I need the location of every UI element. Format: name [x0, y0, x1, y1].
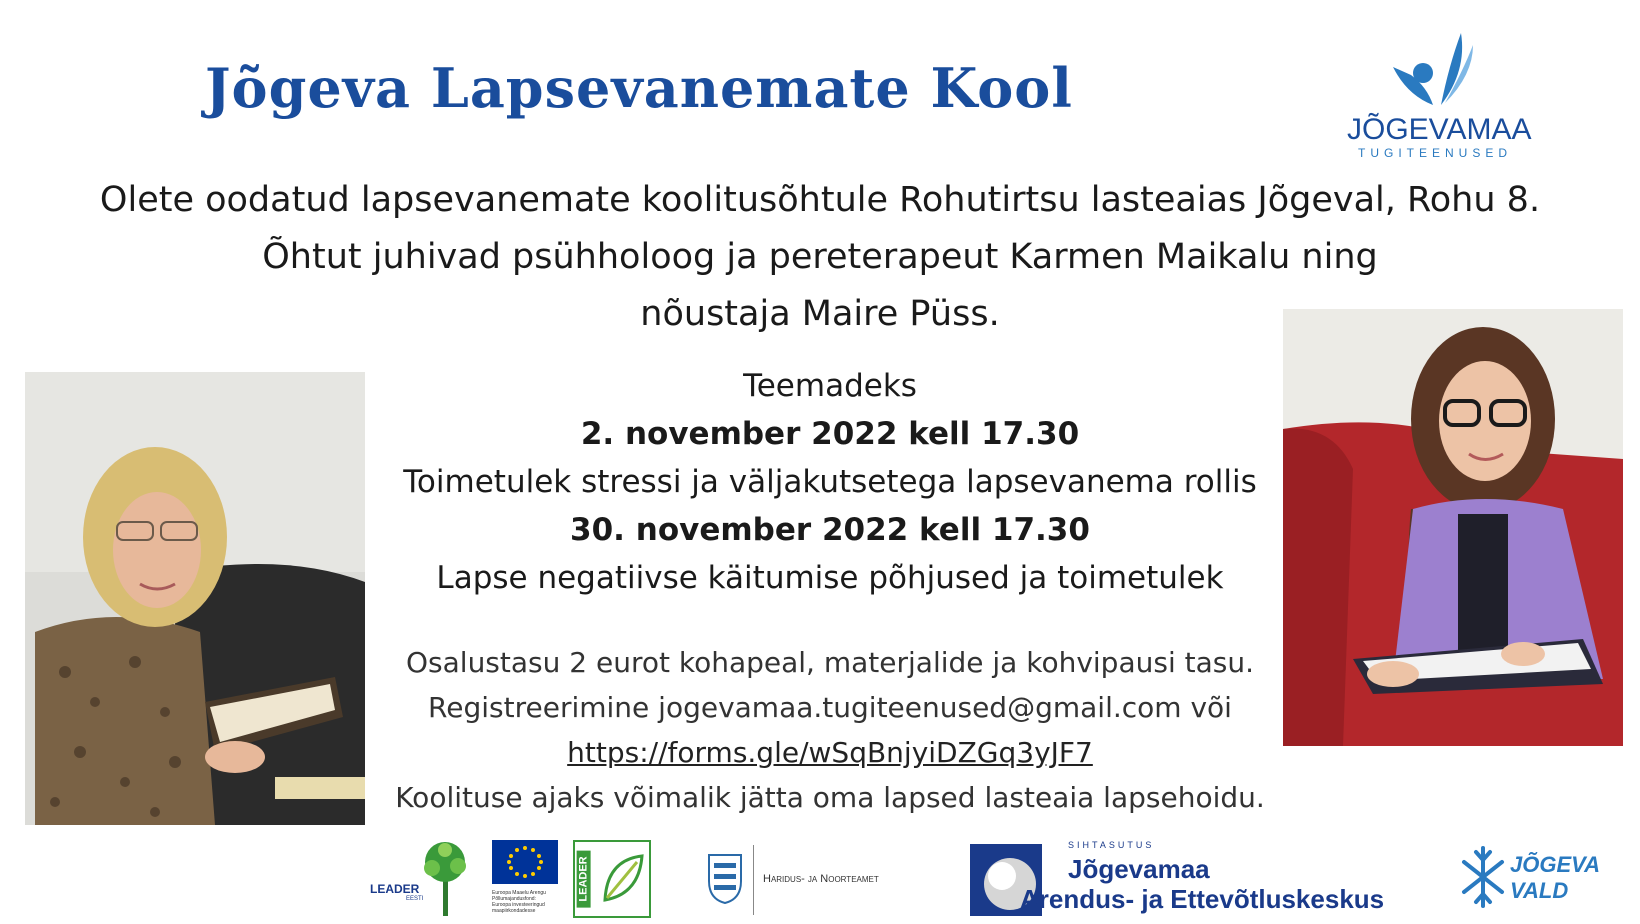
sa-small-label: SIHTASUTUS — [1068, 840, 1155, 850]
jogevamaa-tugiteenused-logo — [1345, 25, 1532, 160]
photo-right — [1283, 309, 1623, 746]
leader-label: LEADER — [370, 882, 420, 896]
photo-left-image — [25, 372, 365, 825]
date-1: 2. november 2022 kell 17.30 — [580, 416, 1080, 452]
eu-text-4: maapiirkondadesse — [492, 908, 536, 914]
intro-line-3: nõustaja Maire Püss. — [640, 294, 1000, 334]
leader-eesti-logo — [370, 838, 475, 918]
photo-left — [25, 372, 365, 825]
eu-text-2: Põllumajandusfond: — [492, 896, 536, 902]
vald-line-2: VALD — [1510, 878, 1569, 903]
vald-line-1: JÕGEVA — [1510, 852, 1601, 877]
sa-line-2: Arendus- ja Ettevõtluskeskus — [1020, 884, 1385, 914]
intro-line-1: Olete oodatud lapsevanemate koolitusõhtule Rohutirtsu lasteaias Jõgeval, Rohu 8. — [99, 180, 1541, 220]
eu-text-3: Euroopa investeeringud — [492, 902, 545, 908]
leader-vertical-label: LEADER — [577, 850, 591, 907]
childcare-text: Koolituse ajaks võimalik jätta oma lapsed lasteaia lapsehoidu. — [395, 781, 1265, 814]
themes-section — [360, 362, 1300, 602]
topic-2: Lapse negatiivse käitumise põhjused ja toimetulek — [436, 560, 1224, 596]
topic-1: Toimetulek stressi ja väljakutsetega lapsevanema rollis — [403, 464, 1257, 500]
harno-divider — [753, 845, 754, 915]
fee-text: Osalustasu 2 eurot kohapeal, materjalide ja kohvipausi tasu. — [406, 646, 1254, 679]
intro-line-2: Õhtut juhivad psühholoog ja pereterapeut Karmen Maikalu ning — [262, 237, 1378, 277]
themes-heading: Teemadeks — [743, 368, 917, 404]
leader-vertical-logo — [573, 840, 651, 918]
sa-line-1: Jõgevamaa — [1068, 854, 1210, 884]
info-section — [360, 640, 1300, 820]
harno-logo — [705, 845, 905, 915]
sa-jogevamaa-logo — [970, 840, 1410, 920]
jogevamaa-figure-icon — [1345, 25, 1525, 115]
jogeva-vald-logo — [1458, 838, 1601, 918]
eu-flag-icon — [492, 840, 558, 884]
leaf-icon — [597, 850, 647, 910]
eu-fund-logo — [492, 840, 558, 918]
leader-sub-label: EESTI — [406, 896, 424, 902]
logo-name: JÕGEVAMAA — [1347, 113, 1532, 146]
photo-right-image — [1283, 309, 1623, 746]
page-title: Jõgeva Lapsevanemate Kool — [205, 56, 1073, 120]
estonian-lions-icon — [705, 851, 745, 906]
date-2: 30. november 2022 kell 17.30 — [570, 512, 1090, 548]
eu-text-1: Euroopa Maaelu Arengu — [492, 890, 546, 896]
registration-text: Registreerimine jogevamaa.tugiteenused@gmail.com või — [428, 691, 1232, 724]
logo-sub: TUGITEENUSED — [1357, 146, 1512, 160]
tree-icon — [370, 838, 475, 918]
harno-label: Haridus- ja Noorteamet — [763, 873, 879, 885]
registration-link[interactable]: https://forms.gle/wSqBnjyiDZGq3yJF7 — [567, 736, 1093, 769]
snowflake-icon — [1458, 842, 1508, 912]
